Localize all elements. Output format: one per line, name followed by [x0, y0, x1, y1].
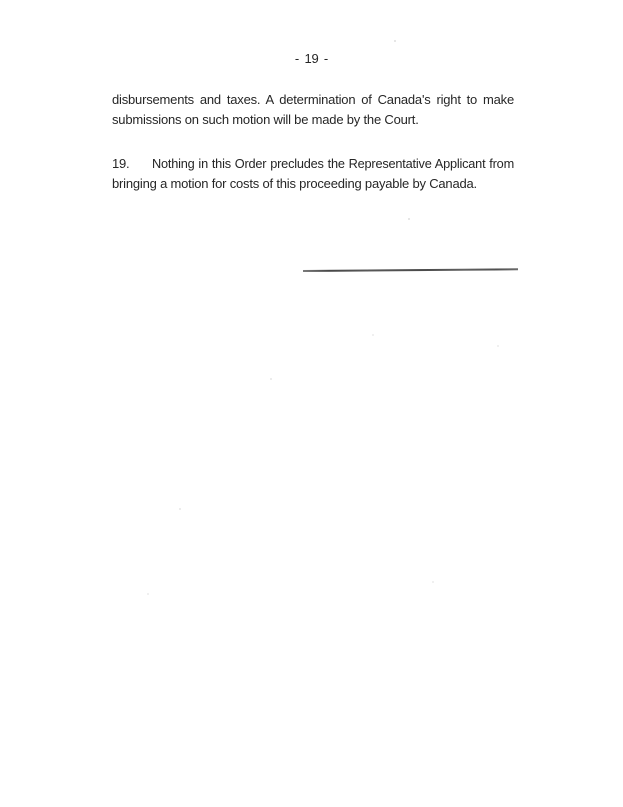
paragraph-continuation-line-1: disbursements and taxes. A determination of Canada's right to make — [112, 92, 514, 107]
signature-line — [303, 268, 518, 272]
scan-speck — [432, 581, 434, 583]
paragraph-19-number: 19. — [112, 156, 130, 171]
paragraph-continuation — [112, 90, 514, 130]
scan-speck — [372, 334, 374, 336]
scan-speck — [179, 508, 181, 510]
scan-speck — [497, 345, 499, 347]
page-number: - 19 - — [294, 51, 329, 66]
paragraph-19-line-2: bringing a motion for costs of this proceeding payable by Canada. — [112, 176, 477, 191]
scan-speck — [270, 378, 272, 380]
scan-speck — [408, 218, 410, 220]
paragraph-19-line-1 — [112, 154, 514, 174]
paragraph-19-line-1-text: Nothing in this Order precludes the Representative Applicant from — [152, 156, 514, 171]
scan-speck — [394, 40, 396, 42]
paragraph-continuation-line-2: submissions on such motion will be made by the Court. — [112, 112, 419, 127]
paragraph-19 — [112, 154, 514, 194]
scan-speck — [147, 593, 149, 595]
